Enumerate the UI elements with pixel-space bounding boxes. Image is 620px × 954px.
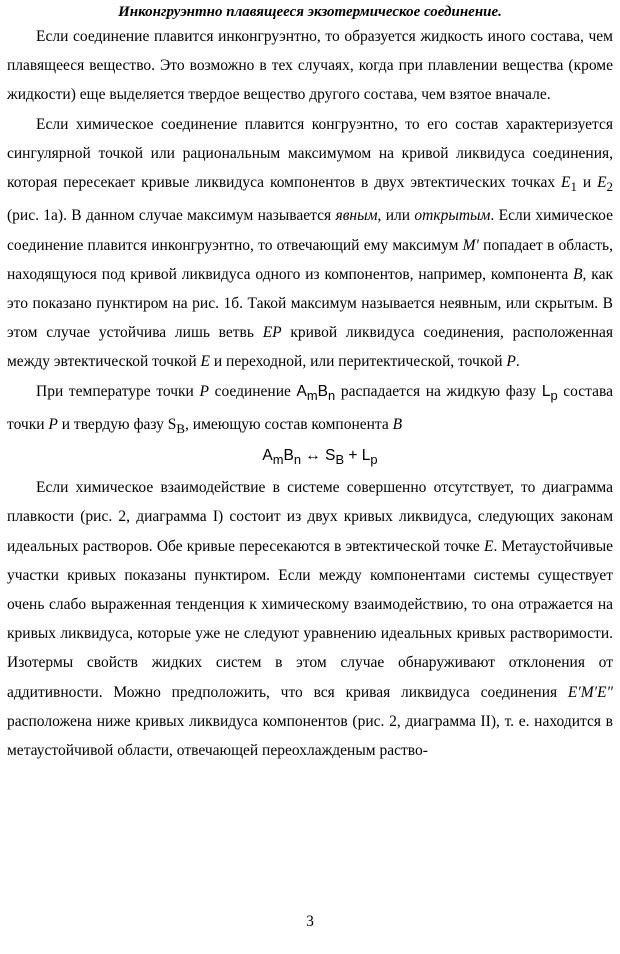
symbol-b: B [573,265,583,283]
reaction-formula [7,443,613,473]
text-run: и твердую фазу S [57,415,177,433]
text-run: , имеющую состав компонента [185,415,393,433]
paragraph-3 [7,377,613,444]
symbol-p: P [199,382,209,400]
arrow-symbol: ↔ [301,447,326,465]
text-run: соединение [208,382,297,400]
symbol-a: A [296,382,307,400]
symbol-b: B [392,415,403,433]
symbol-e2: E [597,174,607,192]
subscript: B [335,452,345,468]
paragraph-1: Если соединение плавится инконгруэнтно, то образуется жидкость иного состава, чем плавящееся вещество. Это возможно в тех случаях, когда при плавлении вещества (кроме жидкости) еще выделяется твердое вещество другого состава, чем взятое вначале. [7,28,613,104]
symbol-e: E [200,353,210,371]
symbol-e1: E [561,174,571,192]
subscript: n [293,452,302,468]
paragraph-2 [7,110,613,377]
symbol-a: A [262,447,273,465]
text-run: Если химическое взаимодействие в системе совершенно отсутствует, то диаграмма плавкости (рис. 2, диаграмма I) состоит из двух кривых ликвидуса, следующих законам идеальных растворов. Обе кривые пересекаются в эвтектической точке [7,479,613,555]
text-run: распадается на жидкую фазу [335,382,542,400]
term-yavnym: явным [335,207,378,225]
section-title: Инконгруэнтно плавящееся экзотермическое соединение. [118,4,502,20]
symbol-l: L [361,447,371,465]
subscript: p [370,452,378,468]
text-run: и переходной, или перитектической, точкой [210,353,507,371]
text-run: . [515,353,520,371]
text-run: (рис. 1а). В данном случае максимум называется [7,207,336,225]
symbol-e: E [484,537,494,555]
symbol-eme: E′M′E″ [567,683,613,701]
page-number: 3 [306,913,314,930]
symbol-m-prime: M′ [462,236,479,254]
symbol-p: P [506,353,516,371]
term-otkrytym: открытым [414,207,491,225]
document-page [7,0,613,765]
symbol-ep: EP [262,324,282,342]
paragraph-4 [7,473,613,765]
text-run: , или [377,207,415,225]
text-run: . Если химическое соединение плавится инконгруэнтно, то отвечающий ему максимум [7,207,613,254]
text-run: состава точки [7,382,614,433]
text-run: попадает в область, находящуюся под кривой ликвидуса одного из компонентов, например, компонента [7,236,613,283]
subscript: p [550,387,558,403]
plus-symbol: + [344,447,362,465]
text-run: . Метаустойчивые участки кривых показаны пунктиром. Если между компонентами системы существует очень слабо выраженная тенденция к химическому взаимодействию, то она отражается на кривых ликвидуса, которые уже не следуют уравнению идеальных кривых растворимости. Изотермы свойств жидких систем в этом случае обнаруживают отклонения от аддитивности. Можно предположить, что вся кривая ликвидуса соединения [7,537,613,701]
symbol-b: B [283,447,294,465]
symbol-p: P [48,415,58,433]
symbol-l: L [541,382,551,400]
symbol-b: B [317,382,328,400]
text-run: расположена ниже кривых ликвидуса компонентов (рис. 2, диаграмма II), т. е. находится в метаустойчивой области, отвечающей переохлажденым раство- [7,712,613,760]
subscript: B [176,420,186,436]
subscript: m [272,452,284,468]
subscript: 2 [606,179,613,195]
text-run: , как это показано пунктиром на рис. 1б. Такой максимум называется неявным, или скрытым. В этом случае устойчива лишь ветвь [7,265,613,342]
symbol-s: S [325,447,336,465]
text-run: и [576,174,598,192]
subscript: 1 [570,179,577,195]
subscript: n [328,387,336,403]
text-run: кривой ликвидуса соединения, расположенная между эвтектической точкой [7,324,614,371]
text-run: Если химическое соединение плавится конгруэнтно, то его состав характеризуется сингулярной точкой или рациональным максимумом на кривой ликвидуса соединения, которая пересекает кривые ликвидуса компонентов в двух эвтектических точках [7,115,613,192]
subscript: m [306,387,318,403]
text-run: При температуре точки [36,382,200,400]
